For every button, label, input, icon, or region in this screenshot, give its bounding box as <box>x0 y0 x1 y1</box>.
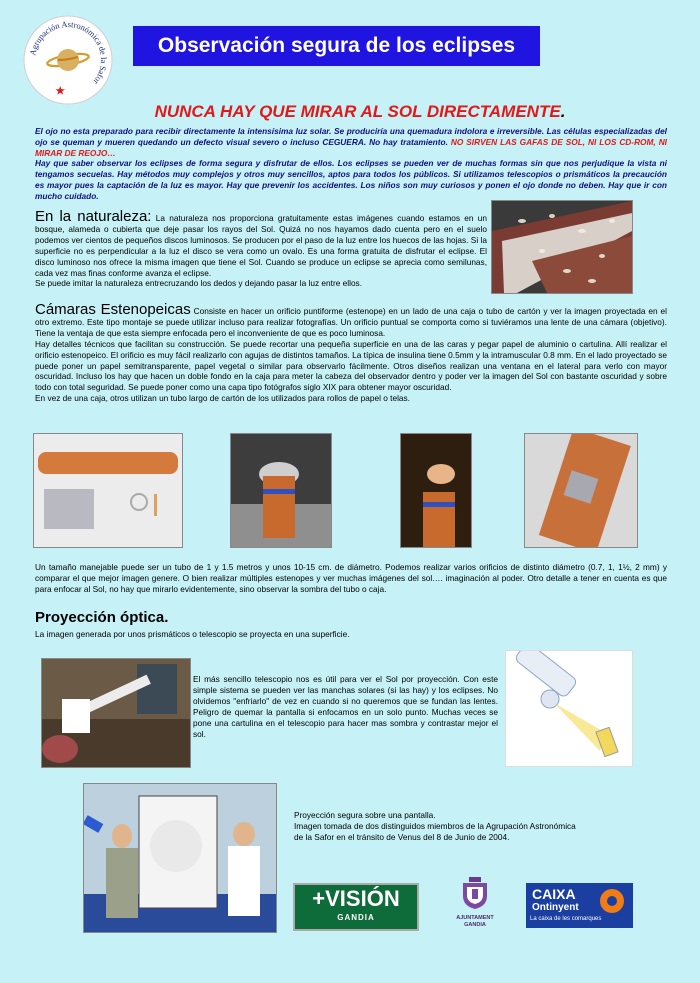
coat-of-arms-icon <box>460 876 490 910</box>
logo-ring-text: Agrupación Astronómica de la Safor <box>28 19 109 86</box>
pinhole-after-text: Un tamaño manejable puede ser un tubo de 1 y 1.5 metros y unos 10-15 cm. de diámetro. Podemos realizar varios orificios de distinto diámetro (0.7, 1, 1½, 2 mm) y comparar el que mejor imagen genere. O bien realizar múltiples estenopes y ver muchas imágenes del sol…. imaginación al poder. Otro detalle a tener en cuenta es que para enfocar al Sol, no hay que mirarlo evidentemente, sino observar la sombra del tubo o caja. <box>35 562 667 594</box>
intro-paragraph-2: Hay que saber observar los eclipses de forma segura y disfrutar de ellos. Los eclipses se pueden ver de muchas formas sin que nos perjudique la vista ni tengamos secuelas. Hay métodos muy complejos y otros muy sencillos, aptos para todos los públicos. Si utilizamos telescopios o prismáticos la precaución es mayor pues la captación de la luz es mayor. Hay que prevenir los accidentes. Los niños son muy curiosos y ponen el ojo donde no deben. Hay que ir con mucho cuidado. <box>35 158 667 201</box>
nature-text-2: Se puede imitar la naturaleza entrecruzando los dedos y dejando pasar la luz entre ellos. <box>35 278 363 289</box>
caption-line-2: Imagen tomada de dos distinguidos miembros de la Agrupación Astronómica <box>294 821 576 831</box>
leaf-light-photo <box>491 200 633 294</box>
projection-text: El más sencillo telescopio nos es útil para ver el Sol por proyección. Con este simple sistema se pueden ver las manchas solares (si las hay) y los eclipses. No olvidemos "enfriarlo" de vez en cuando si no queremos que se fundan las lentes. Peligro de quemar la pantalla si enfocamos en un solo punto. Muchas veces se pone una cartulina en el telescopio para hacer mas sombra y contrastar mejor el sol. <box>193 674 498 739</box>
intro-text-c: . No hay tratamiento. <box>363 136 451 147</box>
warning-text: NUNCA HAY QUE MIRAR AL SOL DIRECTAMENTE <box>154 102 561 121</box>
intro-red-warning: NO SIRVEN LAS GAFAS DE SOL, NI LOS CD-ROM, NI MIRAR DE REOJO… <box>35 136 667 158</box>
vision-logo-sub: GANDIA <box>337 913 375 922</box>
intro-block <box>35 126 667 202</box>
title-banner <box>133 26 540 66</box>
projection-diagram <box>505 650 633 767</box>
pinhole-text-2: Hay detalles técnicos que facilitan su construcción. Se puede recortar una pequeña superficie en una de las caras y pegar papel de aluminio o cartulina. Allí realizar el orificio estenopeico. El orificio es muy fácil realizarlo con agujas de distintos tamaños. La típica de insulina tiene 0.5mm y la intramuscular 0.8 mm. En el lado proyectado se puede poner un papel semitransparente, papel vegetal o similar para observarlo fácilmente. Otros diseños realizan una ventana en el lateral para verlo con mayor oscuridad. Incluso los hay que hacen un doble fondo en la caja para meter la cabeza del observador dentro y poder ver la imagen del Sol con bastante oscuridad y sobre todo con total seguridad. Se puede poner como una capa tipo fotógrafos siglo XIX para obtener mayor oscuridad. <box>35 338 667 393</box>
warning-dot: . <box>560 102 566 121</box>
intro-text-a: El ojo no esta preparado para recibir directamente la intensísima luz solar. Se produciría una quemadura indolora e irreversible. Las células especializadas del ojo se queman y mueren quedando un defecto visual severo o incluso <box>35 126 667 147</box>
ajuntament-label-2: GANDIA <box>464 922 486 928</box>
projection-subtext: La imagen generada por unos prismáticos o telescopio se proyecta en una superficie. <box>35 629 350 639</box>
tube-materials-photo <box>33 433 183 548</box>
page-title: Observación segura de los eclipses <box>157 34 516 57</box>
pinhole-heading: Cámaras Estenopeicas <box>35 301 191 318</box>
pinhole-text-1: Consiste en hacer un orificio puntiforme (estenope) en un lado de una caja o tubo de cartón y ver la imagen proyectada en el otro extremo. Este tipo montaje se puede utilizar incluso para realizar fotografías. Un orificio puntual se comporta como si tuviéramos una lente de una cámara (objetivo). Tiene la ventaja de que esta siempre enfocada pero el inconveniente de que es poco luminosa. <box>35 306 668 338</box>
telescope-projection-photo <box>41 658 191 768</box>
screen-caption <box>294 810 654 843</box>
caixa-ontinyent-logo <box>526 883 633 928</box>
ajuntament-gandia-logo <box>450 876 500 932</box>
nature-section <box>35 208 487 289</box>
warning-heading <box>40 102 680 122</box>
vision-gandia-logo <box>293 883 419 931</box>
caption-line-3: de la Safor en el tránsito de Venus del 8 de Junio de 2004. <box>294 832 510 842</box>
caixa-circle-icon <box>598 887 626 915</box>
caixa-ontinyent-label: Ontinyent <box>532 902 579 913</box>
association-logo <box>22 14 114 106</box>
screen-projection-photo <box>83 783 277 933</box>
foil-tube-photo <box>230 433 332 548</box>
tube-window-photo <box>524 433 638 548</box>
nature-heading: En la naturaleza: <box>35 208 152 225</box>
intro-blindness: CEGUERA <box>322 136 364 147</box>
ajuntament-label-1: AJUNTAMENT <box>456 915 494 921</box>
projection-heading: Proyección óptica. <box>35 609 169 626</box>
pinhole-hand-photo <box>400 433 472 548</box>
vision-logo-main: +VISIÓN <box>312 886 400 911</box>
caixa-label: CAIXA <box>532 886 576 902</box>
nature-text: La naturaleza nos proporciona gratuitamente estas imágenes cuando estamos en un bosque, alameda o cubierta que deje pasar los rayos del Sol. Quizá no nos hayamos dado cuenta pero en el suelo podemos ver cientos de pequeños discos luminosos. Se producen por el paso de la luz entre los huecos de las hojas. Si la superficie no es perpendicular a la luz el disco se vera como un ovalo. Es una forma gratuita de disfrutar el eclipse. El disco luminoso nos ofrece la misma imagen que tiene el Sol. Cuando se produce un eclipse se aprecia como semilunas, cada vez mas finas conforme avanza el eclipse. <box>35 213 487 278</box>
intro-paragraph-1 <box>35 126 667 158</box>
pinhole-section <box>35 301 668 404</box>
pinhole-text-3: En vez de una caja, otros utilizan un tubo largo de cartón de los utilizados para rollos de papel o telas. <box>35 393 410 404</box>
caixa-tagline: La caixa de les comarques <box>530 916 602 922</box>
caption-line-1: Proyección segura sobre una pantalla. <box>294 810 436 820</box>
